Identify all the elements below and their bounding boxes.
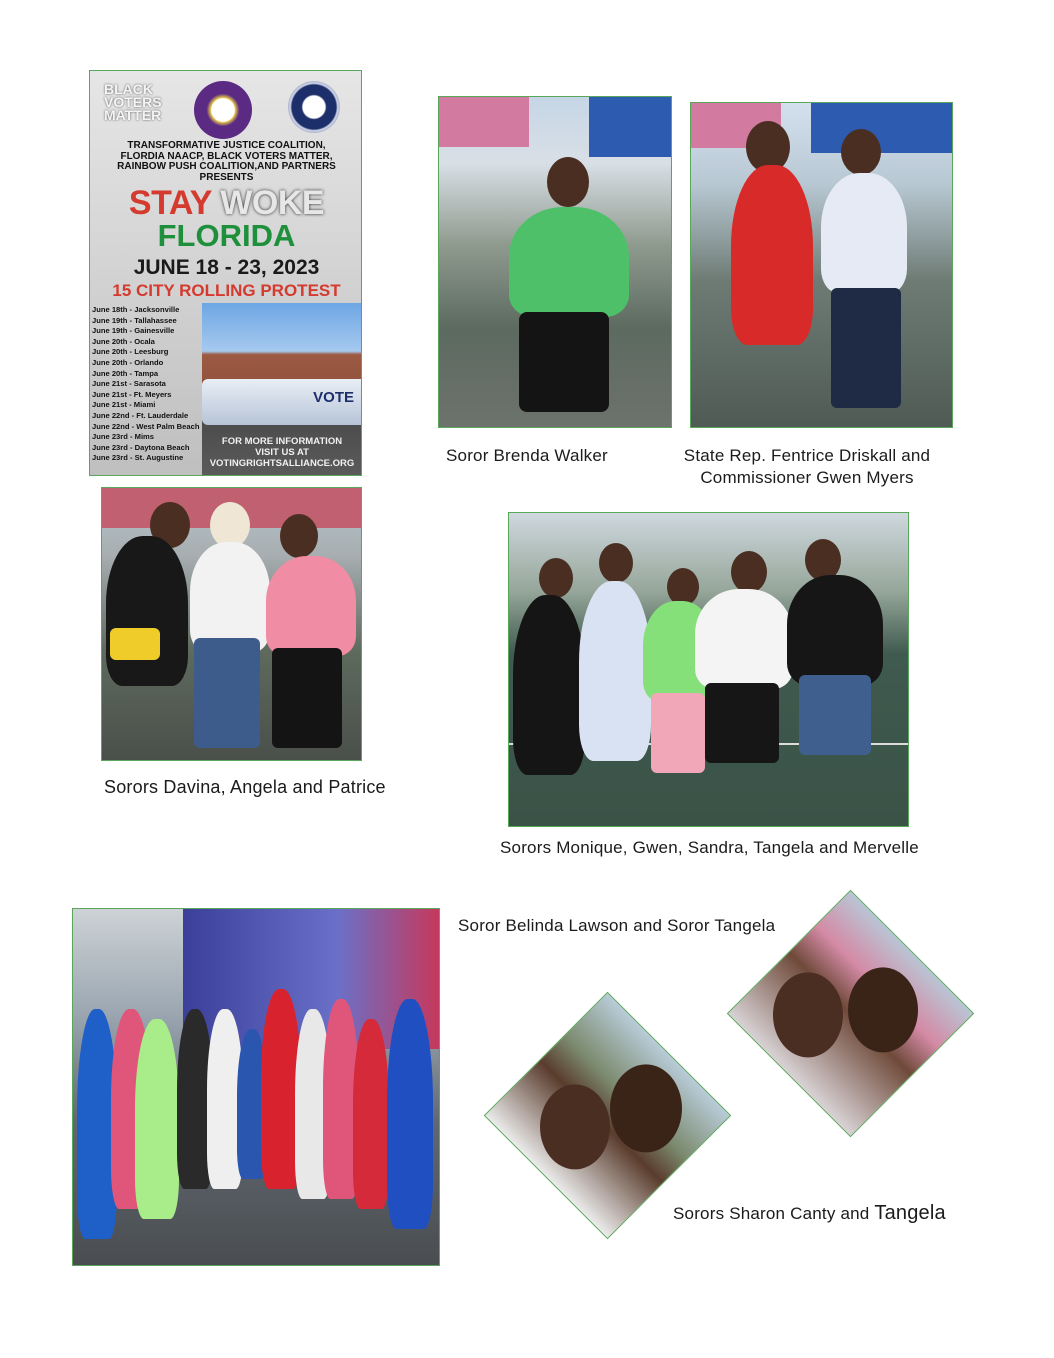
flyer-rolling-protest: 15 CITY ROLLING PROTEST: [112, 281, 341, 300]
bus-vote-text: VOTE: [313, 389, 354, 406]
person-head: [547, 157, 589, 207]
schedule-item: June 21st - Ft. Meyers: [92, 389, 172, 399]
caption-sharon-canty: Sorors Sharon Canty and Tangela: [673, 1202, 946, 1224]
schedule-item: June 19th - Tallahassee: [92, 315, 177, 325]
schedule-item: June 22nd - West Palm Beach: [92, 421, 200, 431]
white-1908-shirt: [190, 542, 270, 652]
caption-belinda-lawson: Soror Belinda Lawson and Soror Tangela: [458, 916, 776, 935]
flyer-dates: JUNE 18 - 23, 2023: [133, 256, 320, 279]
schedule-item: June 21st - Miami: [92, 400, 156, 410]
caption-brenda-walker: Soror Brenda Walker: [446, 446, 608, 465]
navy-pants: [831, 288, 901, 408]
person-face: [610, 1064, 682, 1152]
naacp-seal-icon: [288, 81, 340, 133]
flyer-headline: STAY WOKE: [128, 184, 325, 222]
person: [353, 1019, 389, 1209]
schedule-item: June 20th - Tampa: [92, 368, 159, 378]
schedule-item: June 20th - Orlando: [92, 357, 164, 367]
caption-group-of-five: Sorors Monique, Gwen, Sandra, Tangela and Mervelle: [500, 838, 919, 857]
photo-state-rep-and-commissioner: [690, 102, 953, 428]
caption-davina-angela-patrice: Sorors Davina, Angela and Patrice: [104, 777, 386, 797]
person-tangela: [695, 589, 793, 689]
photo-brenda-walker: [438, 96, 672, 428]
person-head: [539, 558, 573, 598]
schedule-item: June 23rd - Daytona Beach: [92, 442, 190, 452]
stay-woke-florida-flyer: [89, 70, 362, 476]
caption-state-rep: State Rep. Fentrice Driskall and Commissioner Gwen Myers: [683, 446, 931, 487]
person-head: [731, 551, 767, 593]
black-voters-matter-logo: BLACK VOTERS MATTER: [104, 81, 162, 123]
flyer-schedule: [92, 305, 200, 464]
person-face: [848, 967, 918, 1052]
person-head: [280, 514, 318, 558]
blue-tent: [811, 103, 953, 153]
denim-skirt: [799, 675, 871, 755]
flyer-florida: FLORIDA: [157, 218, 296, 253]
pink-pants: [651, 693, 705, 773]
schedule-item: June 21st - Sarasota: [92, 379, 166, 389]
person-green-vest: [135, 1019, 179, 1219]
yellow-bag: [110, 628, 160, 660]
person-gwen: [579, 581, 651, 761]
schedule-item: June 18th - Jacksonville: [92, 305, 180, 314]
white-jacket: [821, 173, 907, 293]
blue-tent: [589, 97, 672, 157]
pink-tent: [439, 97, 529, 147]
person-head: [841, 129, 881, 175]
schedule-item: June 20th - Leesburg: [92, 347, 169, 357]
person-face: [773, 972, 843, 1057]
person-monique: [513, 595, 585, 775]
jeans: [194, 638, 260, 748]
photo-large-group-with-bus: [72, 908, 440, 1266]
black-shirt: [106, 536, 188, 686]
schedule-item: June 22nd - Ft. Lauderdale: [92, 410, 189, 420]
flyer-presenters: TRANSFORMATIVE JUSTICE COALITION, FLORDIA NAACP, BLACK VOTERS MATTER, RAINBOW PUSH COALITION,AND PARTNERS PRESENTS: [117, 140, 336, 183]
person-mervelle: [787, 575, 883, 685]
photo-davina-angela-patrice: [101, 487, 362, 761]
black-pants: [272, 648, 342, 748]
pink-shirt: [266, 556, 356, 656]
schedule-item: June 19th - Gainesville: [92, 326, 175, 336]
red-dress: [731, 165, 813, 345]
person-face: [540, 1084, 610, 1169]
person-blue-shirt: [387, 999, 433, 1229]
black-skirt: [519, 312, 609, 412]
transformative-justice-seal-icon: [194, 81, 252, 139]
schedule-item: June 20th - Ocala: [92, 336, 155, 346]
photo-group-of-five: [508, 512, 909, 827]
flyer-info: FOR MORE INFORMATION VISIT US AT VOTINGRIGHTSALLIANCE.ORG: [209, 436, 355, 469]
black-pants: [705, 683, 779, 763]
schedule-item: June 23rd - St. Augustine: [92, 453, 184, 463]
bus-image: [202, 379, 362, 425]
green-aka-shirt: [509, 207, 629, 317]
schedule-item: June 23rd - Mims: [92, 432, 155, 442]
person-head: [599, 543, 633, 583]
